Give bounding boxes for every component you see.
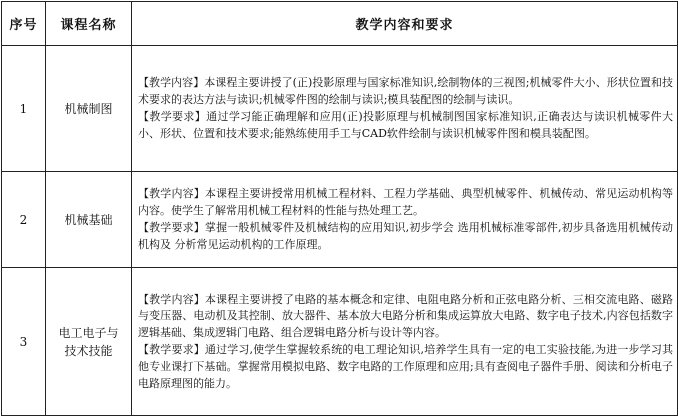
course-name [46, 268, 132, 416]
course-table [1, 1, 678, 416]
teaching-content: 【教学内容】本课程主要讲授了(正)投影原理与国家标准知识,绘制物体的三视图;机械零件大小、形状位置和技术要求的表达方法与读识;机械零件图的绘制与读识;模具装配图的绘制与读识。 [138, 76, 673, 107]
table-row [2, 268, 678, 416]
course-name [46, 46, 132, 172]
table-row [2, 172, 678, 268]
table-header-row [2, 2, 678, 46]
header-content: 教学内容和要求 [132, 2, 678, 46]
teaching-requirement: 【教学要求】通过学习能正确理解和应用(正)投影原理与机械制图国家标准知识,正确表达与读识机械零件大小、形状、位置和技术要求;能熟练使用手工与CAD软件绘制与读识机械零件图和模具装配图。 [138, 110, 673, 140]
course-name-line: 技术技能 [64, 343, 113, 358]
course-name-line: 机械基础 [64, 212, 113, 227]
header-course-name: 课程名称 [46, 2, 132, 46]
course-name-line: 电工电子与 [58, 325, 119, 340]
teaching-content: 【教学内容】本课程主要讲授了电路的基本概念和定律、电阻电路分析和正弦电路分析、三相交流电路、磁路与变压器、电动机及其控制、放大器件、基本放大电路分析和集成运算放大电路、数字电子技术,内容包括数字逻辑基础、集成逻辑门电路、组合逻辑电路分析与设计等内容。 [138, 292, 673, 340]
teaching-content: 【教学内容】本课程主要讲授常用机械工程材料、工程力学基础、典型机械零件、机械传动、常见运动机构等内容。使学生了解常用机械工程材料的性能与热处理工艺。 [138, 187, 673, 218]
course-name-line: 机械制图 [64, 101, 113, 116]
course-description [132, 46, 678, 172]
course-description [132, 172, 678, 268]
course-description [132, 268, 678, 416]
teaching-requirement: 【教学要求】通过学习,使学生掌握较系统的电工理论知识,培养学生具有一定的电工实验技能,为进一步学习其他专业课打下基础。掌握常用模拟电路、数字电路的工作原理和应用;具有查阅电子器件手册、阅读和分析电子电路原理图的能力。 [138, 343, 673, 390]
teaching-requirement: 【教学要求】掌握一般机械零件及机械结构的应用知识,初步学会 选用机械标准零部件,初步具备选用机械传动机构及 分析常见运动机构的工作原理。 [138, 221, 673, 251]
row-number: 1 [2, 46, 46, 172]
course-name [46, 172, 132, 268]
row-number: 2 [2, 172, 46, 268]
row-number: 3 [2, 268, 46, 416]
header-no: 序号 [2, 2, 46, 46]
table-row [2, 46, 678, 172]
